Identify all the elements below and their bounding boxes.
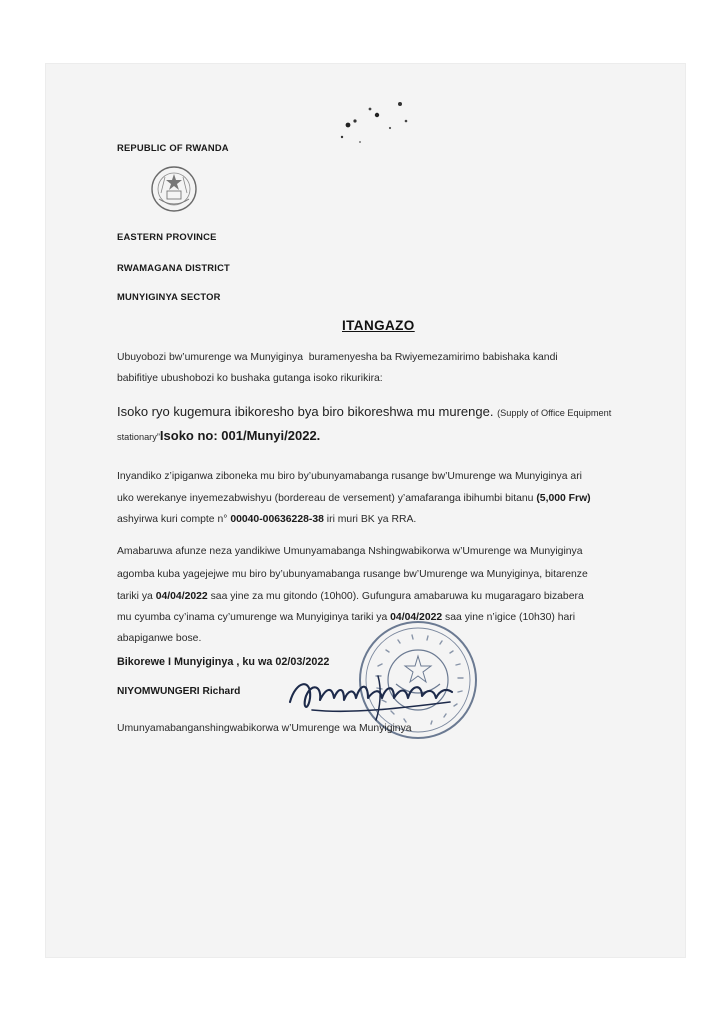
tender-line-2 [117,428,320,443]
para1-line-2 [117,493,591,504]
intro-line-1: Ubuyobozi bw’umurenge wa Munyiginya buramenyesha ba Rwiyemezamirimo babishaka kandi [117,352,558,363]
para2-line-4 [117,612,575,623]
signatory-name: NIYOMWUNGERI Richard [117,686,241,697]
sector-header: MUNYIGINYA SECTOR [117,291,221,302]
para1-line-3-end: iri muri BK ya RRA. [323,514,417,525]
para2-line-1: Amabaruwa afunze neza yandikiwe Umunyamabanga Nshingwabikorwa w’Umurenge wa Munyiginya [117,546,583,557]
para1-line-1: Inyandiko z’ipiganwa ziboneka mu biro by’ubunyamabanga rusange bw’Umurenge wa Munyiginya ari [117,471,582,482]
signatory-role: Umunyamabanganshingwabikorwa w’Umurenge wa Munyiginya [117,723,412,734]
para1-line-3-text: ashyirwa kuri compte n° [117,514,231,525]
para2-line-5: abapiganwe bose. [117,633,202,644]
para1-line-2-text: uko werekanye inyemezabwishyu (bordereau de versement) y’amafaranga ibihumbi bitanu [117,493,537,504]
tender-number: Isoko no: 001/Munyi/2022. [159,428,321,443]
para2-line-3-end: saa yine za mu gitondo (10h00). Gufungura amabaruwa ku mugaragaro bizabera [207,591,584,602]
place-date: Bikorewe I Munyiginya , ku wa 02/03/2022 [117,656,330,668]
coat-of-arms-icon [145,163,203,215]
para2-line-4-text: mu cyumba cy’inama cy’umurenge wa Munyiginya tariki ya [117,612,391,623]
tender-title: Isoko ryo kugemura ibikoresho bya biro bikoreshwa mu murenge. [117,404,498,419]
deadline-date: 04/04/2022 [155,591,208,602]
district-header: RWAMAGANA DISTRICT [117,262,230,273]
para2-line-2: agomba kuba yagejejwe mu biro by’ubunyamabanga rusange bw’Umurenge wa Munyiginya, bitarenze [117,569,588,580]
signature-icon [282,668,462,728]
account-number: 00040-00636228-38 [230,514,324,525]
para2-line-3 [117,591,584,602]
republic-header: REPUBLIC OF RWANDA [117,142,229,153]
tender-english-label: (Supply of Office Equipment [497,408,612,418]
opening-date: 04/04/2022 [390,612,443,623]
tender-line-1 [117,404,611,419]
para2-line-4-end: saa yine n’igice (10h30) hari [442,612,576,623]
province-header: EASTERN PROVINCE [117,231,217,242]
intro-line-2: babifitiye ubushobozi ko bushaka gutanga isoko rikurikira: [117,373,383,384]
fee-amount: (5,000 Frw) [536,493,591,504]
para1-line-3 [117,514,416,525]
scan-noise [330,95,420,155]
para2-line-3-text: tariki ya [117,591,156,602]
page-title: ITANGAZO [342,318,415,333]
tender-english-label-end: stationary” [117,432,160,442]
